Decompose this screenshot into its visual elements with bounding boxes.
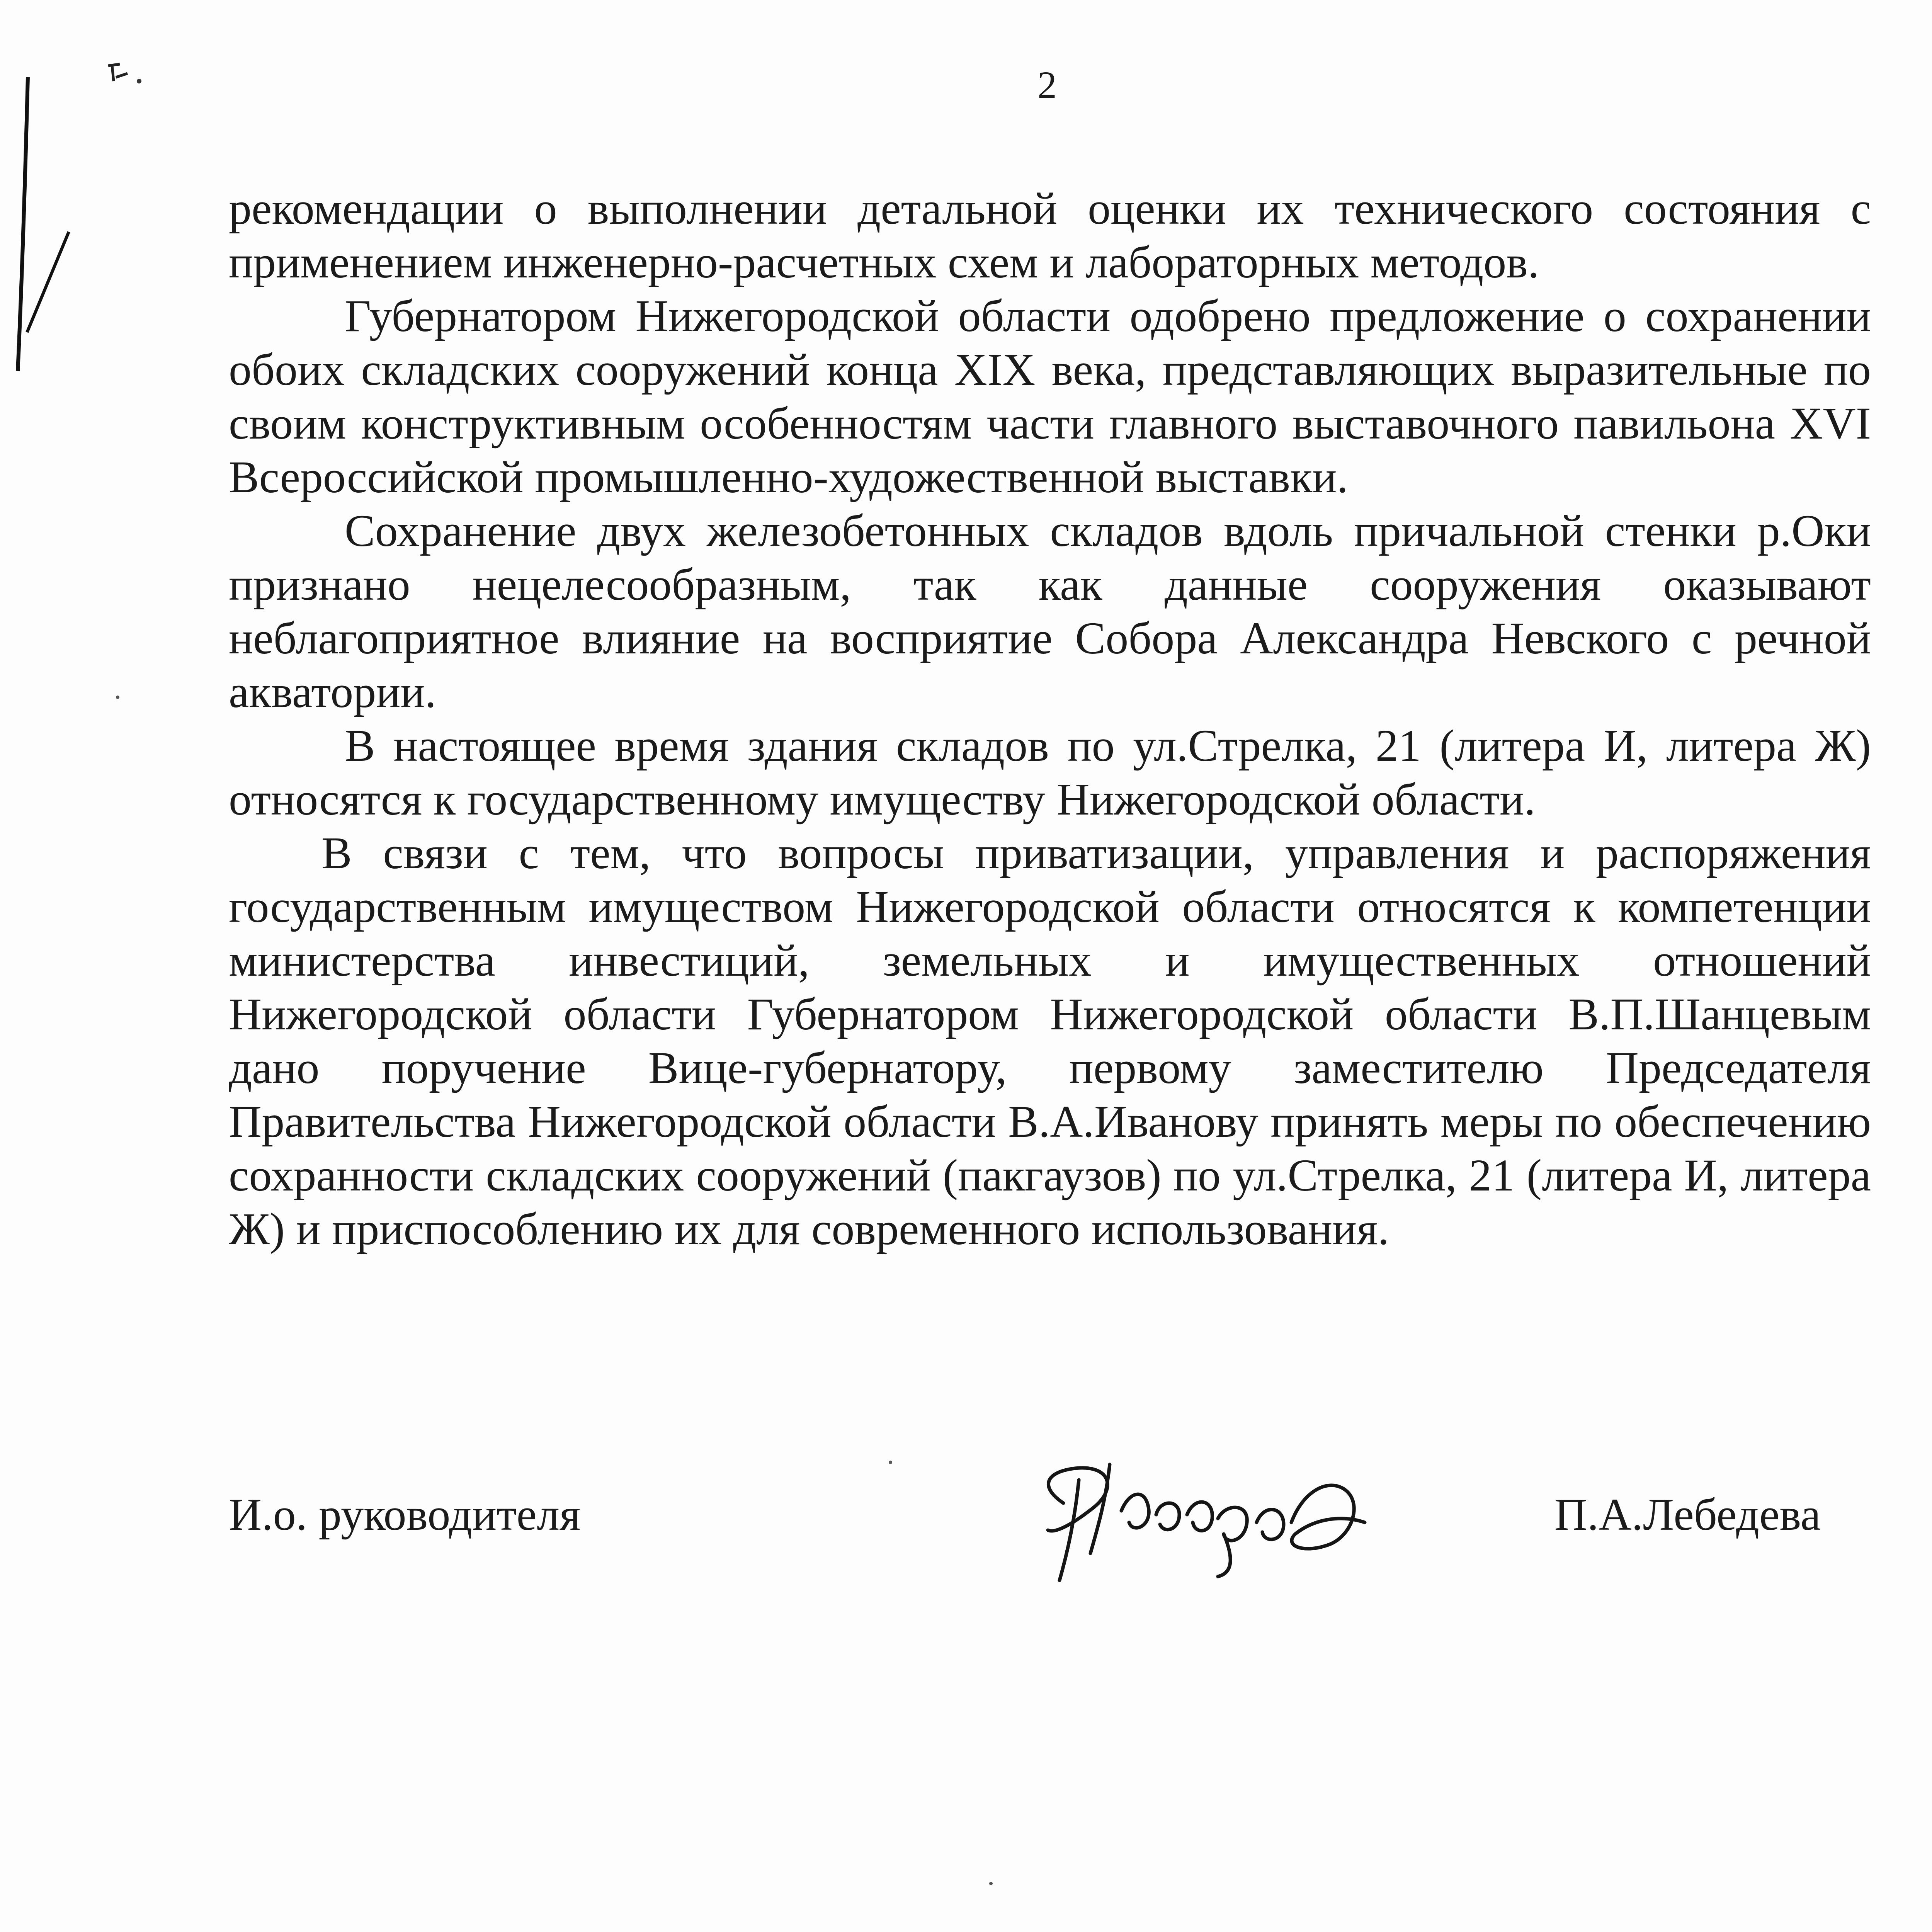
paragraph-state-property: В настоящее время здания складов по ул.Стрелка, 21 (литера И, литера Ж) относятся к государственному имуществу Нижегородской области. [229,720,1871,825]
signer-name: П.А.Лебедева [1554,1489,1821,1540]
scan-speck [116,696,119,699]
handwritten-signature [1032,1457,1430,1584]
signer-title: И.о. руководителя [229,1489,581,1540]
signature-block [229,1457,1871,1611]
scan-corner-mark [97,58,151,97]
paragraph-continuation: рекомендации о выполнении детальной оценки их технического состояния с применением инженерно-расчетных схем и лабораторных методов. [229,183,1871,287]
letter-body [229,182,1871,1256]
scan-edge-stroke [0,70,77,386]
paragraph-instruction: В связи с тем, что вопросы приватизации, управления и распоряжения государственным имуществом Нижегородской области относятся к компетенции министерства инвестиций, земельных и имущественных отношений Нижегородской области Губернатором Нижегородской области В.П.Шанцевым дано поручение Вице-губернатору, первому заместителю Председателя Правительства Нижегородской области В.А.Иванову принять меры по обеспечению сохранности складских сооружений (пакгаузов) по ул.Стрелка, 21 (литера И, литера Ж) и приспособлению их для современного использования. [229,828,1871,1254]
paragraph-governor-approval: Губернатором Нижегородской области одобрено предложение о сохранении обоих складских сооружений конца XIX века, представляющих выразительные по своим конструктивным особенностям части главного выставочного павильона XVI Всероссийской промышленно-художественной выставки. [229,291,1871,502]
scan-speck [889,1461,892,1464]
scan-speck [989,1882,993,1885]
paragraph-concrete-warehouses: Сохранение двух железобетонных складов вдоль причальной стенки р.Оки признано нецелесообразным, так как данные сооружения оказывают неблагоприятное влияние на восприятие Собора Александра Невского с речной акватории. [229,505,1871,717]
page-number: 2 [1037,63,1057,106]
